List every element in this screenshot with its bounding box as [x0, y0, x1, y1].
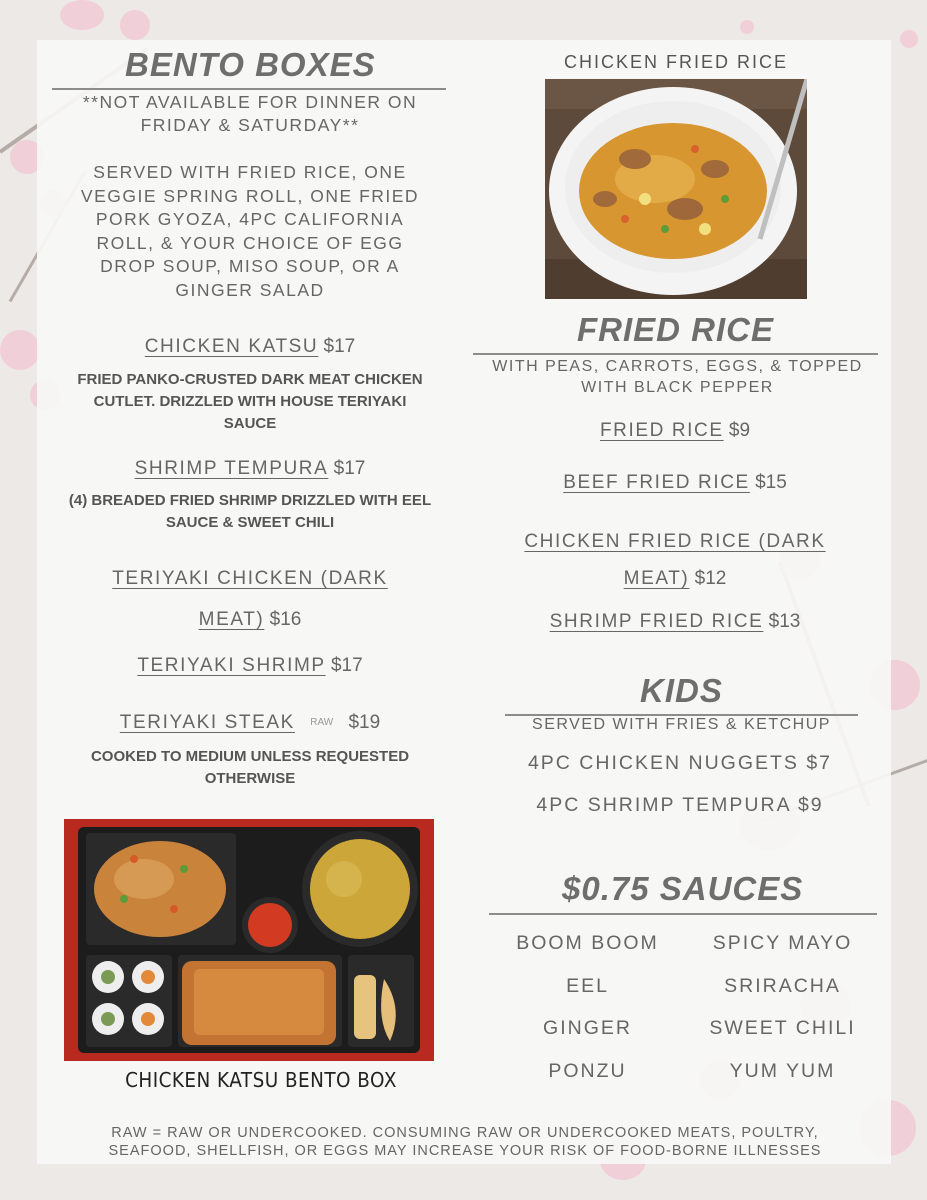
- item-name: SHRIMP FRIED RICE: [549, 611, 764, 632]
- menu-item-shrimp-tempura: [40, 458, 460, 480]
- bento-heading: BENTO BOXES: [125, 46, 376, 83]
- item-name: CHICKEN KATSU: [144, 336, 319, 357]
- item-name: SHRIMP TEMPURA: [134, 458, 329, 479]
- item-name-line1: TERIYAKI CHICKEN (DARK: [112, 568, 388, 589]
- item-description: COOKED TO MEDIUM UNLESS REQUESTED OTHERWISE: [90, 748, 410, 787]
- item-price: $7: [806, 752, 833, 774]
- sauce-sweet-chili: SWEET CHILI: [709, 1017, 856, 1039]
- item-price: $19: [348, 712, 381, 733]
- item-price: $9: [728, 420, 751, 441]
- item-name-line2: MEAT): [623, 568, 690, 589]
- item-name: FRIED RICE: [599, 420, 724, 441]
- sauces-heading-rule: [489, 913, 877, 915]
- item-name: 4PC SHRIMP TEMPURA: [536, 794, 791, 816]
- sauce-boom-boom: BOOM BOOM: [516, 932, 659, 954]
- bento-heading-rule: [52, 88, 446, 90]
- menu-item-beef-fried-rice: [475, 472, 875, 494]
- item-description: FRIED PANKO-CRUSTED DARK MEAT CHICKEN CUTLET. DRIZZLED WITH HOUSE TERIYAKI SAUCE: [77, 371, 423, 432]
- sauce-spicy-mayo: SPICY MAYO: [712, 932, 853, 954]
- sauce-eel: EEL: [566, 975, 609, 997]
- fried-rice-heading: FRIED RICE: [577, 311, 775, 348]
- bento-box-illustration: [64, 819, 434, 1061]
- menu-item-teriyaki-chicken: [40, 558, 460, 640]
- fried-rice-subtitle: WITH PEAS, CARROTS, EGGS, & TOPPED WITH BLACK PEPPER: [492, 358, 863, 396]
- item-name: TERIYAKI STEAK: [119, 712, 295, 733]
- menu-item-chicken-katsu: [40, 336, 460, 358]
- item-name: BEEF FRIED RICE: [563, 472, 750, 493]
- bento-served-with: SERVED WITH FRIED RICE, ONE VEGGIE SPRING ROLL, ONE FRIED PORK GYOZA, 4PC CALIFORNIA ROLL, & YOUR CHOICE OF EGG DROP SOUP, MISO SOUP, OR A GINGER SALAD: [80, 162, 420, 300]
- item-price: $16: [269, 609, 302, 630]
- fried-rice-heading-rule: [473, 353, 878, 355]
- item-name-line1: CHICKEN FRIED RICE (DARK: [524, 531, 826, 552]
- item-price: $17: [330, 655, 363, 676]
- bento-box-photo: [64, 819, 434, 1061]
- bento-photo-caption: CHICKEN KATSU BENTO BOX: [125, 1068, 397, 1092]
- kids-item-chicken-nuggets: [480, 752, 880, 775]
- sauce-ginger: GINGER: [543, 1017, 632, 1039]
- menu-item-teriyaki-steak: [40, 712, 460, 734]
- sauce-sriracha: SRIRACHA: [724, 975, 841, 997]
- chicken-fried-rice-photo: [545, 79, 807, 299]
- bento-availability-note: **NOT AVAILABLE FOR DINNER ON FRIDAY & SATURDAY**: [82, 92, 418, 135]
- menu-item-shrimp-fried-rice: [475, 611, 875, 633]
- raw-food-disclaimer: RAW = RAW OR UNDERCOOKED. CONSUMING RAW OR UNDERCOOKED MEATS, POULTRY, SEAFOOD, SHELLFISH, OR EGGS MAY INCREASE YOUR RISK OF FOOD-BORNE ILLNESSES: [108, 1125, 822, 1159]
- menu-item-chicken-fried-rice: [475, 523, 875, 597]
- sauce-yum-yum: YUM YUM: [729, 1060, 836, 1082]
- item-description: (4) BREADED FRIED SHRIMP DRIZZLED WITH EEL SAUCE & SWEET CHILI: [68, 492, 432, 531]
- item-price: $13: [768, 611, 801, 632]
- item-price: $15: [755, 472, 787, 493]
- kids-heading: KIDS: [640, 672, 723, 709]
- menu-item-fried-rice: [475, 420, 875, 442]
- item-price: $17: [333, 458, 366, 479]
- raw-badge: RAW: [310, 717, 334, 729]
- fried-rice-illustration: [545, 79, 807, 299]
- kids-subtitle: SERVED WITH FRIES & KETCHUP: [532, 716, 831, 733]
- sauce-ponzu: PONZU: [548, 1060, 627, 1082]
- item-price: $17: [323, 336, 356, 357]
- item-name-line2: MEAT): [198, 609, 265, 630]
- menu-item-teriyaki-shrimp: [40, 655, 460, 677]
- kids-item-shrimp-tempura: [480, 794, 880, 817]
- item-name: TERIYAKI SHRIMP: [137, 655, 326, 676]
- sauces-heading: $0.75 SAUCES: [562, 870, 804, 907]
- item-name: 4PC CHICKEN NUGGETS: [527, 752, 799, 774]
- item-price: $9: [797, 794, 824, 816]
- item-price: $12: [694, 568, 727, 589]
- fried-rice-photo-caption: CHICKEN FRIED RICE: [563, 52, 788, 72]
